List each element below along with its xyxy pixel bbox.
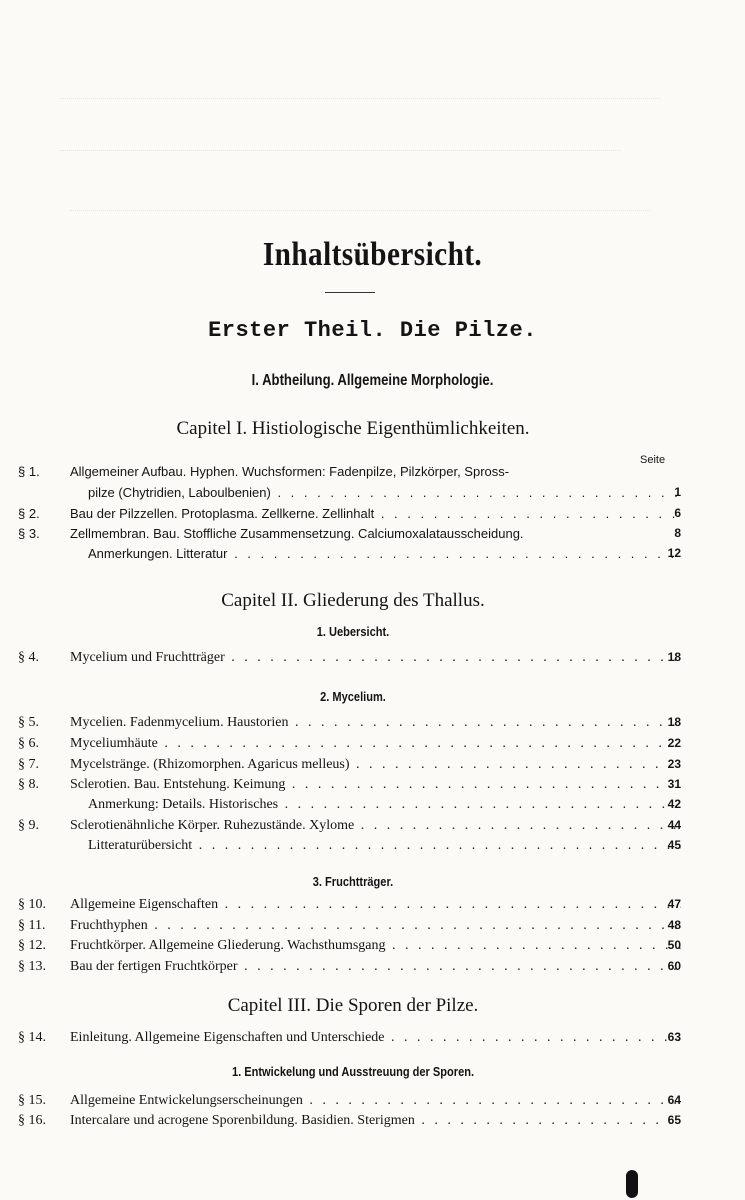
page-number: 31 (667, 777, 681, 791)
toc-entry (0, 506, 745, 526)
section-number: § 6. (18, 736, 39, 751)
page-number: 12 (667, 546, 681, 560)
entry-text: Fruchthyphen . . . (70, 918, 681, 934)
chapter-1-title: Capitel I. Histiologische Eigenthümlichkeiten. (176, 418, 530, 439)
section-number: § 10. (18, 897, 46, 912)
toc-entry (0, 938, 745, 958)
page-number: 60 (667, 959, 681, 973)
entry-text: Allgemeine Entwickelungserscheinungen . . . (70, 1093, 681, 1109)
subsection-title: 2. Mycelium. (320, 689, 386, 704)
toc-entry (0, 650, 745, 670)
section-number: § 8. (18, 777, 39, 792)
entry-text: Zellmembran. Bau. Stoffliche Zusammensetzung. Calciumoxalatausscheidung. (70, 526, 524, 541)
toc-entry (0, 715, 745, 735)
entry-text: Bau der fertigen Fruchtkörper . . . (70, 959, 681, 975)
toc-entry (0, 797, 745, 817)
part-title: Erster Theil. Die Pilze. (208, 318, 537, 343)
page-number: 44 (667, 818, 681, 832)
subsection-title: 1. Entwickelung und Ausstreuung der Sporen. (231, 1064, 475, 1079)
subsection-title: 1. Uebersicht. (316, 624, 390, 639)
toc-entry (0, 777, 745, 797)
chapter-3-title: Capitel III. Die Sporen der Pilze. (227, 995, 479, 1016)
page-title: Inhaltsübersicht. (262, 236, 483, 273)
toc-entry (0, 897, 745, 917)
title-divider (325, 292, 375, 293)
section-number: § 11. (18, 918, 46, 933)
entry-text: Mycelium und Fruchtträger . . . (70, 650, 681, 666)
toc-entry (0, 1093, 745, 1113)
toc-entry (0, 485, 745, 505)
entry-text: Bau der Pilzzellen. Protoplasma. Zellkerne. Zellinhalt . . . (70, 506, 681, 521)
toc-entry (0, 1113, 745, 1133)
entry-text: Mycelien. Fadenmycelium. Haustorien . . . (70, 715, 681, 731)
show-through-line (70, 210, 650, 221)
section-number: § 12. (18, 938, 46, 953)
page-number: 23 (667, 757, 681, 771)
entry-text: Intercalare und acrogene Sporenbildung. Basidien. Sterigmen . . . (70, 1113, 681, 1129)
page-number: 22 (667, 736, 681, 750)
toc-entry (0, 1030, 745, 1050)
section-number: § 9. (18, 818, 39, 833)
entry-text: Einleitung. Allgemeine Eigenschaften und Unterschiede . . . (70, 1030, 681, 1046)
page-number: 64 (667, 1093, 681, 1107)
page-number: 1 (674, 485, 681, 499)
section-number: § 13. (18, 959, 46, 974)
page-number: 6 (674, 506, 681, 520)
toc-entry (0, 818, 745, 838)
section-number: § 5. (18, 715, 39, 730)
entry-text: Myceliumhäute . . . (70, 736, 681, 752)
page-number: 65 (667, 1113, 681, 1127)
entry-text: Mycelstränge. (Rhizomorphen. Agaricus melleus) . . . (70, 757, 681, 773)
section-title: I. Abtheilung. Allgemeine Morphologie. (251, 372, 494, 389)
page-number: 47 (667, 897, 681, 911)
section-number: § 7. (18, 757, 39, 772)
page-number: 8 (674, 526, 681, 540)
entry-text: Fruchtkörper. Allgemeine Gliederung. Wachsthumsgang . . . (70, 938, 681, 954)
ink-blot (626, 1170, 638, 1198)
entry-text: pilze (Chytridien, Laboulbenien) . . . (88, 485, 681, 500)
page-number: 45 (667, 838, 681, 852)
section-number: § 1. (18, 464, 40, 479)
entry-text: Allgemeine Eigenschaften . . . (70, 897, 681, 913)
toc-entry (0, 838, 745, 858)
chapter-2-title: Capitel II. Gliederung des Thallus. (221, 590, 485, 611)
show-through-line (60, 98, 660, 109)
entry-text: Allgemeiner Aufbau. Hyphen. Wuchsformen: Fadenpilze, Pilzkörper, Spross- (70, 464, 510, 479)
subsection-title: 3. Fruchtträger. (312, 874, 394, 889)
toc-entry (0, 959, 745, 979)
toc-entry (0, 526, 745, 546)
section-number: § 14. (18, 1030, 46, 1045)
page-column-label: Seite (640, 454, 666, 466)
section-number: § 15. (18, 1093, 46, 1108)
page-number: 18 (667, 715, 681, 729)
entry-text: Litteraturübersicht . . . (88, 838, 681, 854)
page-number: 42 (667, 797, 681, 811)
page-number: 18 (667, 650, 681, 664)
toc-entry (0, 736, 745, 756)
entry-text: Anmerkungen. Litteratur . . . (88, 546, 681, 561)
section-number: § 2. (18, 506, 40, 521)
section-number: § 4. (18, 650, 39, 665)
toc-entry (0, 546, 745, 566)
toc-entry (0, 464, 745, 484)
toc-entry (0, 757, 745, 777)
show-through-line (60, 150, 620, 161)
page-number: 63 (667, 1030, 681, 1044)
page-number: 48 (667, 918, 681, 932)
page-number: 50 (667, 938, 681, 952)
section-number: § 16. (18, 1113, 46, 1128)
entry-text: Sclerotienähnliche Körper. Ruhezustände. Xylome . . . (70, 818, 681, 834)
entry-text: Anmerkung: Details. Historisches . . . (88, 797, 681, 813)
section-number: § 3. (18, 526, 40, 541)
entry-text: Sclerotien. Bau. Entstehung. Keimung . . . (70, 777, 681, 793)
toc-entry (0, 918, 745, 938)
